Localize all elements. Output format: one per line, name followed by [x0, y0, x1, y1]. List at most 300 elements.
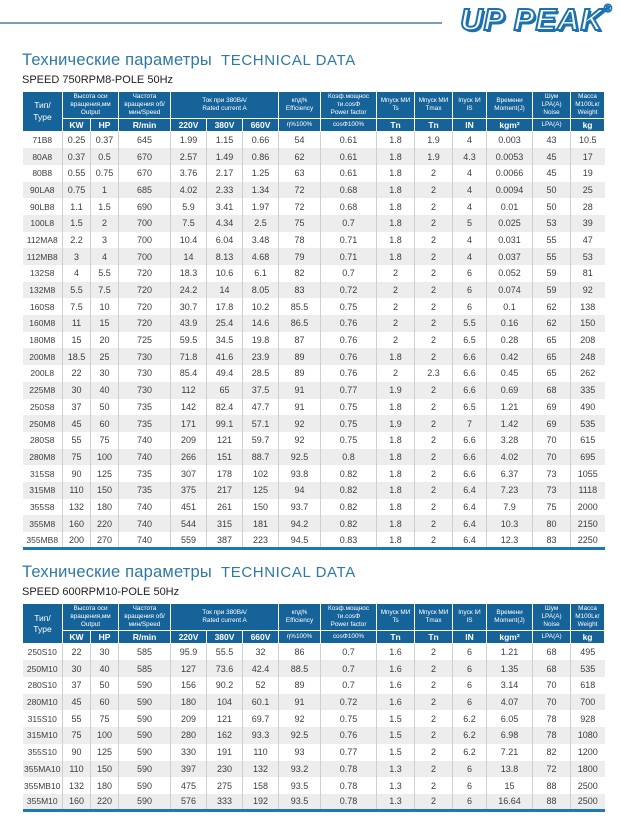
cell-rated-current-v220: 209 — [171, 432, 207, 449]
cell-output-kw: 3 — [63, 248, 91, 265]
cell-output-kw: 110 — [63, 482, 91, 499]
cell-weight: 928 — [580, 713, 596, 724]
cell-output-hp: 4 — [91, 248, 119, 265]
cell-max-torque: 2 — [415, 465, 453, 482]
cell-power-factor: 0.71 — [321, 232, 377, 249]
cell-output-kw: 18.5 — [63, 348, 91, 365]
cell-speed: 720 — [119, 282, 171, 299]
cell-output-kw: 22 — [63, 644, 91, 661]
cell-max-torque: 1.9 — [415, 148, 453, 165]
cell-output-kw: 1.1 — [63, 198, 91, 215]
table-row — [23, 761, 605, 778]
cell-output-kw: 5.5 — [63, 282, 91, 299]
cell-rated-current-v380: 34.5 — [207, 332, 243, 349]
table-row — [23, 482, 605, 499]
column-header-starting-current: Iпуск IИ IS — [453, 604, 487, 631]
cell-output-hp: 150 — [91, 761, 119, 778]
table-row — [23, 215, 605, 232]
cell-noise: 83 — [533, 532, 571, 549]
cell-output-kw: 30 — [63, 660, 91, 677]
header-row-units — [23, 119, 605, 132]
cell-rated-current-v660: 8.05 — [243, 282, 279, 299]
cell-speed: 735 — [119, 482, 171, 499]
cell-rated-current-v380: 17.8 — [207, 298, 243, 315]
cell-power-factor: 0.68 — [321, 198, 377, 215]
cell-starting-current: 6.4 — [453, 532, 487, 549]
cell-weight: 490 — [580, 401, 596, 412]
cell-moment: 4.02 — [487, 449, 533, 466]
cell-speed: 685 — [119, 182, 171, 199]
cell-starting-current: 6.2 — [453, 727, 487, 744]
cell-output-hp: 20 — [91, 332, 119, 349]
cell-max-torque: 2 — [415, 777, 453, 794]
cell-type: 280S8 — [23, 432, 63, 449]
cell-output-hp: 15 — [91, 315, 119, 332]
cell-power-factor: 0.76 — [321, 332, 377, 349]
cell-weight: 535 — [580, 663, 596, 674]
cell-weight: 39 — [582, 218, 593, 229]
cell-weight: 28 — [582, 201, 593, 212]
cell-type: 280M10 — [23, 694, 63, 711]
cell-noise: 55 — [533, 248, 571, 265]
column-unit-noise: LPA(A) — [533, 119, 571, 132]
column-header-starting-torque: Мпуск МИ Ts — [377, 604, 415, 631]
cell-rated-current-v380: 275 — [207, 777, 243, 794]
cell-speed: 735 — [119, 399, 171, 416]
cell-moment: 1.21 — [487, 644, 533, 661]
section-title-ru: Технические параметры — [22, 563, 212, 582]
cell-rated-current-v660: 3.48 — [243, 232, 279, 249]
cell-starting-torque: 1.6 — [377, 660, 415, 677]
cell-rated-current-v220: 2.57 — [171, 148, 207, 165]
cell-rated-current-v380: 217 — [207, 482, 243, 499]
cell-efficiency: 89 — [279, 677, 321, 694]
column-unit-starting-current: IN — [453, 119, 487, 132]
table-row — [23, 232, 605, 249]
cell-efficiency: 83 — [279, 282, 321, 299]
cell-starting-current: 6.6 — [453, 465, 487, 482]
cell-rated-current-v660: 132 — [243, 761, 279, 778]
table-row — [23, 315, 605, 332]
cell-type: 225M8 — [23, 382, 63, 399]
cell-noise: 50 — [533, 198, 571, 215]
column-header-starting-current: Iпуск IИ IS — [453, 92, 487, 119]
cell-power-factor: 0.82 — [321, 515, 377, 532]
cell-power-factor: 0.76 — [321, 365, 377, 382]
cell-weight: 53 — [582, 251, 593, 262]
cell-weight: 47 — [582, 234, 593, 245]
cell-efficiency: 85.5 — [279, 298, 321, 315]
cell-rated-current-v220: 559 — [171, 532, 207, 549]
table-row — [23, 148, 605, 165]
column-unit-noise: LPA(A) — [533, 631, 571, 644]
cell-moment: 13.8 — [487, 761, 533, 778]
cell-efficiency: 93.8 — [279, 465, 321, 482]
cell-rated-current-v660: 125 — [243, 482, 279, 499]
cell-rated-current-v380: 151 — [207, 449, 243, 466]
cell-starting-current: 6.4 — [453, 515, 487, 532]
cell-starting-current: 6 — [453, 644, 487, 661]
cell-efficiency: 91 — [279, 399, 321, 416]
cell-starting-current: 6.2 — [453, 744, 487, 761]
cell-type: 71B8 — [23, 132, 63, 149]
cell-rated-current-v220: 3.76 — [171, 165, 207, 182]
cell-efficiency: 87 — [279, 332, 321, 349]
cell-output-kw: 55 — [63, 710, 91, 727]
cell-efficiency: 91 — [279, 382, 321, 399]
cell-speed: 735 — [119, 415, 171, 432]
cell-starting-current: 4 — [453, 198, 487, 215]
column-header-type: Тип/ Type — [23, 604, 63, 644]
cell-rated-current-v220: 14 — [171, 248, 207, 265]
cell-max-torque: 2 — [415, 727, 453, 744]
cell-starting-current: 6 — [453, 694, 487, 711]
cell-type: 355MB10 — [23, 777, 63, 794]
cell-speed: 590 — [119, 694, 171, 711]
cell-efficiency: 92 — [279, 432, 321, 449]
column-header-speed: Частота вращения об/ мин/Speed — [119, 604, 171, 631]
cell-output-kw: 11 — [63, 315, 91, 332]
table-row — [23, 727, 605, 744]
cell-power-factor: 0.8 — [321, 449, 377, 466]
column-unit-starting-torque: Tn — [377, 119, 415, 132]
column-header-noise: Шум LPA(A) Noise — [533, 92, 571, 119]
cell-output-kw: 75 — [63, 449, 91, 466]
cell-starting-current: 6.4 — [453, 499, 487, 516]
cell-speed: 735 — [119, 465, 171, 482]
table-row — [23, 644, 605, 661]
table-row — [23, 282, 605, 299]
cell-rated-current-v220: 307 — [171, 465, 207, 482]
cell-output-kw: 0.55 — [63, 165, 91, 182]
cell-starting-current: 7 — [453, 415, 487, 432]
cell-rated-current-v220: 280 — [171, 727, 207, 744]
cell-power-factor: 0.75 — [321, 710, 377, 727]
cell-output-kw: 132 — [63, 499, 91, 516]
cell-weight: 615 — [580, 435, 596, 446]
cell-noise: 65 — [533, 332, 571, 349]
column-header-weight: Масса M100Lкг Weight — [571, 604, 605, 631]
cell-starting-torque: 1.8 — [377, 232, 415, 249]
cell-noise: 55 — [533, 232, 571, 249]
cell-starting-current: 4 — [453, 232, 487, 249]
table-row — [23, 694, 605, 711]
column-unit-rated-current-v380: 380V — [207, 631, 243, 644]
cell-noise: 62 — [533, 298, 571, 315]
table-row — [23, 182, 605, 199]
column-unit-starting-current: IN — [453, 631, 487, 644]
cell-power-factor: 0.76 — [321, 348, 377, 365]
cell-starting-torque: 1.8 — [377, 449, 415, 466]
cell-rated-current-v380: 4.34 — [207, 215, 243, 232]
cell-efficiency: 94.2 — [279, 515, 321, 532]
column-unit-output-kw: KW — [63, 631, 91, 644]
cell-noise: 70 — [533, 694, 571, 711]
column-unit-rated-current-v660: 660V — [243, 631, 279, 644]
cell-rated-current-v220: 397 — [171, 761, 207, 778]
cell-rated-current-v380: 49.4 — [207, 365, 243, 382]
cell-type: 315S10 — [23, 710, 63, 727]
cell-rated-current-v220: 95.9 — [171, 644, 207, 661]
cell-starting-torque: 2 — [377, 315, 415, 332]
column-header-power-factor: Коэф.мощнос ти.cosΦ Power factor — [321, 92, 377, 119]
cell-rated-current-v220: 30.7 — [171, 298, 207, 315]
table-row — [23, 777, 605, 794]
cell-efficiency: 82 — [279, 265, 321, 282]
table-row — [23, 744, 605, 761]
cell-output-hp: 100 — [91, 727, 119, 744]
cell-efficiency: 63 — [279, 165, 321, 182]
cell-rated-current-v220: 576 — [171, 794, 207, 811]
cell-rated-current-v380: 333 — [207, 794, 243, 811]
cell-speed: 700 — [119, 248, 171, 265]
cell-type: 355MA10 — [23, 761, 63, 778]
cell-output-hp: 220 — [91, 794, 119, 811]
cell-output-hp: 125 — [91, 744, 119, 761]
cell-rated-current-v380: 121 — [207, 710, 243, 727]
cell-moment: 6.98 — [487, 727, 533, 744]
cell-max-torque: 2 — [415, 660, 453, 677]
cell-output-hp: 0.5 — [91, 148, 119, 165]
cell-rated-current-v660: 150 — [243, 499, 279, 516]
cell-noise: 68 — [533, 382, 571, 399]
cell-rated-current-v380: 2.17 — [207, 165, 243, 182]
column-header-speed: Частота вращения об/ мин/Speed — [119, 92, 171, 119]
cell-power-factor: 0.72 — [321, 282, 377, 299]
cell-rated-current-v660: 181 — [243, 515, 279, 532]
column-unit-efficiency: η%100% — [279, 631, 321, 644]
cell-type: 200L8 — [23, 365, 63, 382]
cell-rated-current-v660: 28.5 — [243, 365, 279, 382]
cell-efficiency: 92 — [279, 710, 321, 727]
cell-starting-current: 6 — [453, 761, 487, 778]
cell-rated-current-v660: 23.9 — [243, 348, 279, 365]
table-row — [23, 382, 605, 399]
cell-rated-current-v220: 112 — [171, 382, 207, 399]
column-unit-weight: kg — [571, 119, 605, 132]
cell-weight: 1800 — [577, 763, 598, 774]
column-unit-power-factor: cosΦ100% — [321, 119, 377, 132]
cell-max-torque: 2 — [415, 794, 453, 811]
cell-output-hp: 60 — [91, 694, 119, 711]
cell-noise: 82 — [533, 744, 571, 761]
cell-starting-current: 4.3 — [453, 148, 487, 165]
cell-output-hp: 30 — [91, 365, 119, 382]
cell-rated-current-v380: 25.4 — [207, 315, 243, 332]
cell-output-kw: 0.25 — [63, 132, 91, 149]
cell-max-torque: 2 — [415, 182, 453, 199]
table-row — [23, 432, 605, 449]
cell-max-torque: 2 — [415, 265, 453, 282]
cell-max-torque: 2 — [415, 694, 453, 711]
cell-rated-current-v220: 127 — [171, 660, 207, 677]
header-row-labels — [23, 604, 605, 631]
cell-output-hp: 180 — [91, 777, 119, 794]
cell-output-hp: 150 — [91, 482, 119, 499]
cell-rated-current-v660: 37.5 — [243, 382, 279, 399]
cell-noise: 59 — [533, 265, 571, 282]
cell-starting-torque: 1.3 — [377, 794, 415, 811]
cell-efficiency: 72 — [279, 198, 321, 215]
cell-rated-current-v660: 1.97 — [243, 198, 279, 215]
table-row — [23, 415, 605, 432]
cell-power-factor: 0.78 — [321, 761, 377, 778]
cell-speed: 740 — [119, 449, 171, 466]
table-row — [23, 515, 605, 532]
cell-power-factor: 0.71 — [321, 248, 377, 265]
cell-rated-current-v220: 475 — [171, 777, 207, 794]
column-unit-max-torque: Tn — [415, 119, 453, 132]
cell-noise: 65 — [533, 348, 571, 365]
cell-efficiency: 92 — [279, 415, 321, 432]
cell-moment: 16.64 — [487, 794, 533, 811]
cell-output-hp: 40 — [91, 660, 119, 677]
cell-speed: 720 — [119, 315, 171, 332]
cell-power-factor: 0.7 — [321, 644, 377, 661]
cell-weight: 1118 — [578, 485, 598, 496]
cell-weight: 695 — [580, 451, 596, 462]
cell-type: 80B8 — [23, 165, 63, 182]
cell-output-hp: 7.5 — [91, 282, 119, 299]
cell-noise: 53 — [533, 215, 571, 232]
cell-rated-current-v220: 10.4 — [171, 232, 207, 249]
cell-output-kw: 1.5 — [63, 215, 91, 232]
cell-speed: 590 — [119, 777, 171, 794]
cell-rated-current-v380: 99.1 — [207, 415, 243, 432]
cell-output-kw: 4 — [63, 265, 91, 282]
cell-moment: 12.3 — [487, 532, 533, 549]
cell-starting-torque: 1.6 — [377, 677, 415, 694]
cell-output-kw: 55 — [63, 432, 91, 449]
cell-output-kw: 45 — [63, 694, 91, 711]
cell-noise: 68 — [533, 644, 571, 661]
cell-weight: 138 — [580, 301, 596, 312]
cell-output-kw: 15 — [63, 332, 91, 349]
table-row — [23, 677, 605, 694]
cell-type: 112MB8 — [23, 248, 63, 265]
cell-output-hp: 5.5 — [91, 265, 119, 282]
cell-speed: 740 — [119, 432, 171, 449]
table-row — [23, 499, 605, 516]
cell-moment: 1.35 — [487, 660, 533, 677]
header-row-units — [23, 631, 605, 644]
cell-output-kw: 37 — [63, 677, 91, 694]
cell-rated-current-v660: 158 — [243, 777, 279, 794]
cell-speed: 590 — [119, 794, 171, 811]
cell-starting-current: 6 — [453, 777, 487, 794]
cell-starting-current: 6.6 — [453, 348, 487, 365]
cell-starting-current: 6.6 — [453, 382, 487, 399]
cell-output-kw: 160 — [63, 794, 91, 811]
cell-output-kw: 0.75 — [63, 182, 91, 199]
cell-rated-current-v220: 266 — [171, 449, 207, 466]
cell-output-kw: 90 — [63, 744, 91, 761]
cell-starting-current: 6 — [453, 677, 487, 694]
cell-rated-current-v660: 88.7 — [243, 449, 279, 466]
cell-rated-current-v380: 191 — [207, 744, 243, 761]
cell-rated-current-v380: 65 — [207, 382, 243, 399]
cell-efficiency: 78 — [279, 232, 321, 249]
cell-type: 200M8 — [23, 348, 63, 365]
cell-efficiency: 89 — [279, 348, 321, 365]
cell-type: 250S10 — [23, 644, 63, 661]
cell-power-factor: 0.72 — [321, 694, 377, 711]
cell-moment: 10.3 — [487, 515, 533, 532]
table-row — [23, 660, 605, 677]
cell-speed: 740 — [119, 532, 171, 549]
cell-output-hp: 180 — [91, 499, 119, 516]
cell-output-hp: 2 — [91, 215, 119, 232]
cell-output-kw: 200 — [63, 532, 91, 549]
column-unit-moment: kgm² — [487, 119, 533, 132]
cell-rated-current-v220: 544 — [171, 515, 207, 532]
cell-max-torque: 2 — [415, 399, 453, 416]
cell-type: 132S8 — [23, 265, 63, 282]
cell-rated-current-v380: 178 — [207, 465, 243, 482]
cell-rated-current-v220: 24.2 — [171, 282, 207, 299]
cell-output-kw: 90 — [63, 465, 91, 482]
column-unit-output-kw: KW — [63, 119, 91, 132]
cell-max-torque: 2 — [415, 449, 453, 466]
cell-moment: 7.23 — [487, 482, 533, 499]
cell-speed: 730 — [119, 348, 171, 365]
cell-power-factor: 0.7 — [321, 677, 377, 694]
cell-weight: 1055 — [577, 468, 598, 479]
cell-speed: 670 — [119, 148, 171, 165]
cell-noise: 65 — [533, 365, 571, 382]
cell-type: 280S10 — [23, 677, 63, 694]
cell-rated-current-v660: 0.86 — [243, 148, 279, 165]
cell-max-torque: 2 — [415, 165, 453, 182]
cell-output-hp: 60 — [91, 415, 119, 432]
cell-weight: 1080 — [577, 730, 598, 741]
cell-output-hp: 0.37 — [91, 132, 119, 149]
cell-speed: 645 — [119, 132, 171, 149]
table-row — [23, 365, 605, 382]
cell-noise: 62 — [533, 315, 571, 332]
column-header-weight: Масса M100Lкг Weight — [571, 92, 605, 119]
cell-speed: 725 — [119, 332, 171, 349]
cell-efficiency: 94 — [279, 482, 321, 499]
cell-starting-torque: 1.8 — [377, 165, 415, 182]
cell-rated-current-v660: 59.7 — [243, 432, 279, 449]
cell-rated-current-v220: 330 — [171, 744, 207, 761]
column-unit-output-hp: HP — [91, 119, 119, 132]
cell-moment: 0.42 — [487, 348, 533, 365]
cell-moment: 0.0053 — [487, 148, 533, 165]
cell-max-torque: 2 — [415, 499, 453, 516]
section-title-en: TECHNICAL DATA — [221, 52, 356, 69]
cell-type: 132M8 — [23, 282, 63, 299]
cell-noise: 88 — [533, 777, 571, 794]
cell-power-factor: 0.77 — [321, 382, 377, 399]
cell-type: 90LB8 — [23, 198, 63, 215]
cell-noise: 45 — [533, 148, 571, 165]
cell-efficiency: 54 — [279, 132, 321, 149]
cell-max-torque: 2 — [415, 232, 453, 249]
cell-rated-current-v660: 1.25 — [243, 165, 279, 182]
section-subtitle: SPEED 600RPM10-POLE 50Hz — [22, 586, 180, 599]
cell-output-kw: 2.2 — [63, 232, 91, 249]
cell-output-hp: 270 — [91, 532, 119, 549]
cell-power-factor: 0.7 — [321, 215, 377, 232]
cell-starting-torque: 1.8 — [377, 198, 415, 215]
cell-weight: 2500 — [577, 796, 598, 807]
cell-output-hp: 1.5 — [91, 198, 119, 215]
cell-power-factor: 0.68 — [321, 182, 377, 199]
cell-starting-current: 6.6 — [453, 449, 487, 466]
cell-moment: 0.052 — [487, 265, 533, 282]
